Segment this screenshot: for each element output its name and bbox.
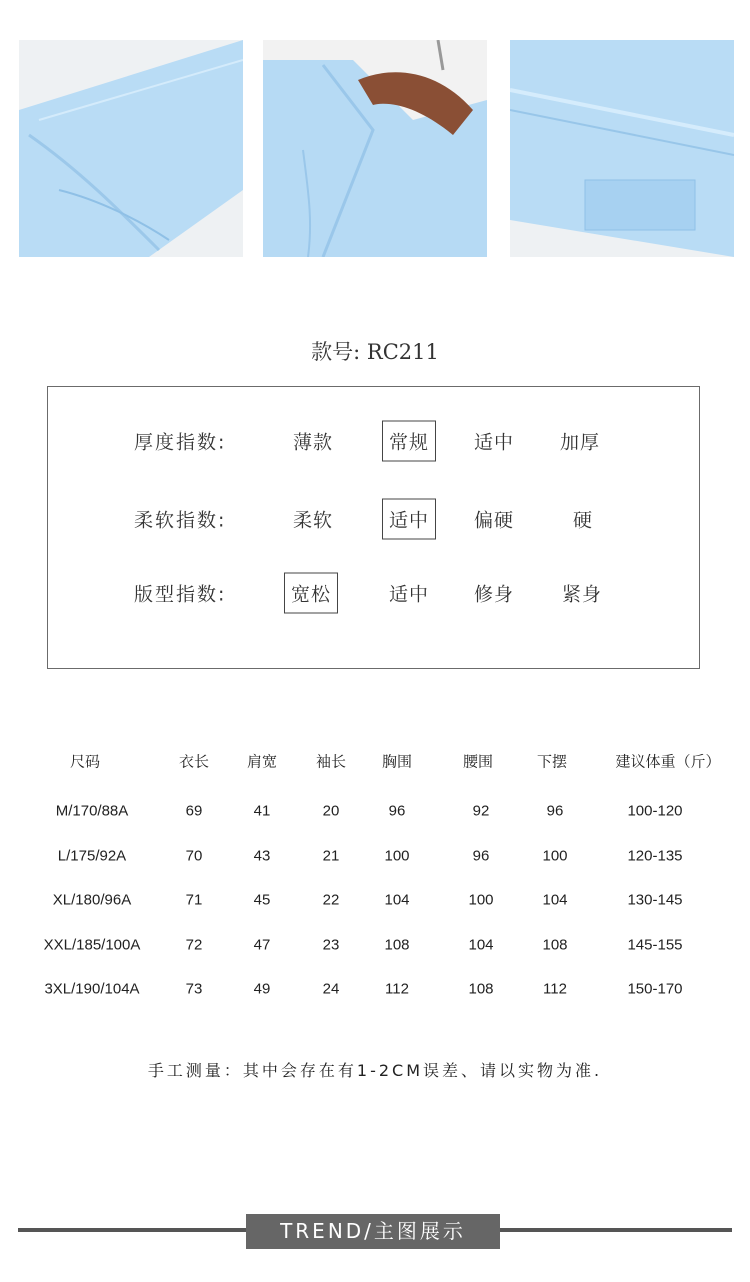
cell-shoulder: 47	[253, 936, 271, 953]
cell-chest: 108	[384, 936, 410, 953]
cell-size: M/170/88A	[55, 802, 129, 820]
softness-option-medium: 适中	[382, 499, 436, 540]
cell-sleeve: 20	[322, 802, 340, 820]
cell-weight: 145-155	[627, 936, 683, 953]
cell-chest: 112	[385, 980, 409, 998]
cell-size: 3XL/190/104A	[44, 980, 140, 998]
softness-index-label: 柔软指数:	[134, 509, 227, 532]
cell-waist: 108	[468, 980, 494, 998]
sleeve-detail-photo	[19, 40, 243, 257]
cell-length: 70	[185, 847, 203, 864]
header-hem: 下摆	[536, 752, 568, 771]
cell-chest: 100	[384, 847, 410, 864]
thickness-index-label: 厚度指数:	[134, 431, 227, 454]
softness-option-soft: 柔软	[292, 509, 334, 532]
cell-hem: 112	[543, 980, 567, 998]
cell-length: 72	[185, 936, 203, 953]
thickness-option-thin: 薄款	[292, 431, 334, 454]
cell-hem: 108	[542, 936, 568, 953]
cell-sleeve: 21	[322, 847, 340, 864]
header-weight: 建议体重（斤）	[615, 752, 721, 771]
cell-size: XXL/185/100A	[43, 936, 141, 953]
cell-shoulder: 43	[253, 847, 271, 864]
thickness-option-thick: 加厚	[559, 431, 601, 454]
size-table	[0, 740, 750, 1010]
cell-size: XL/180/96A	[52, 891, 132, 909]
cell-shoulder: 41	[253, 802, 271, 820]
cell-hem: 100	[542, 847, 568, 864]
header-sleeve: 袖长	[315, 752, 347, 771]
cell-waist: 104	[468, 936, 494, 953]
header-waist: 腰围	[462, 752, 494, 771]
cell-length: 69	[185, 802, 203, 820]
thickness-option-regular: 常规	[382, 421, 436, 462]
cell-size: L/175/92A	[57, 847, 127, 864]
cell-chest: 96	[388, 802, 406, 820]
cell-chest: 104	[384, 891, 410, 909]
hem-detail-photo	[510, 40, 734, 257]
header-shoulder: 肩宽	[246, 752, 278, 771]
fit-option-regular: 适中	[388, 583, 430, 606]
cell-weight: 150-170	[627, 980, 683, 998]
measurement-note: 手工测量：其中会存在有1-2CM误差、请以实物为准.	[147, 1061, 603, 1080]
style-number: 款号: RC211	[311, 340, 439, 364]
cell-shoulder: 49	[253, 980, 271, 998]
cell-weight: 130-145	[627, 891, 683, 909]
cell-length: 73	[185, 980, 203, 998]
cell-waist: 92	[472, 802, 490, 820]
fit-option-tight: 紧身	[561, 583, 603, 606]
cell-sleeve: 24	[322, 980, 340, 998]
cell-weight: 120-135	[627, 847, 683, 864]
fit-option-loose: 宽松	[284, 573, 338, 614]
cell-shoulder: 45	[253, 891, 271, 909]
fit-option-slim: 修身	[473, 583, 515, 606]
collar-detail-photo	[263, 40, 487, 257]
cell-sleeve: 22	[322, 891, 340, 909]
section-banner: TREND/主图展示	[246, 1214, 500, 1249]
fabric-index-box	[47, 386, 700, 669]
header-size: 尺码	[69, 752, 101, 771]
softness-option-stiff: 硬	[572, 509, 594, 532]
cell-waist: 100	[468, 891, 494, 909]
header-length: 衣长	[178, 752, 210, 771]
cell-hem: 104	[542, 891, 568, 909]
fit-index-label: 版型指数:	[134, 583, 227, 606]
cell-hem: 96	[546, 802, 564, 820]
cell-weight: 100-120	[627, 802, 683, 820]
thickness-option-medium: 适中	[473, 431, 515, 454]
header-chest: 胸围	[381, 752, 413, 771]
softness-option-stiffish: 偏硬	[473, 509, 515, 532]
cell-sleeve: 23	[322, 936, 340, 953]
cell-waist: 96	[472, 847, 490, 864]
cell-length: 71	[185, 891, 203, 909]
